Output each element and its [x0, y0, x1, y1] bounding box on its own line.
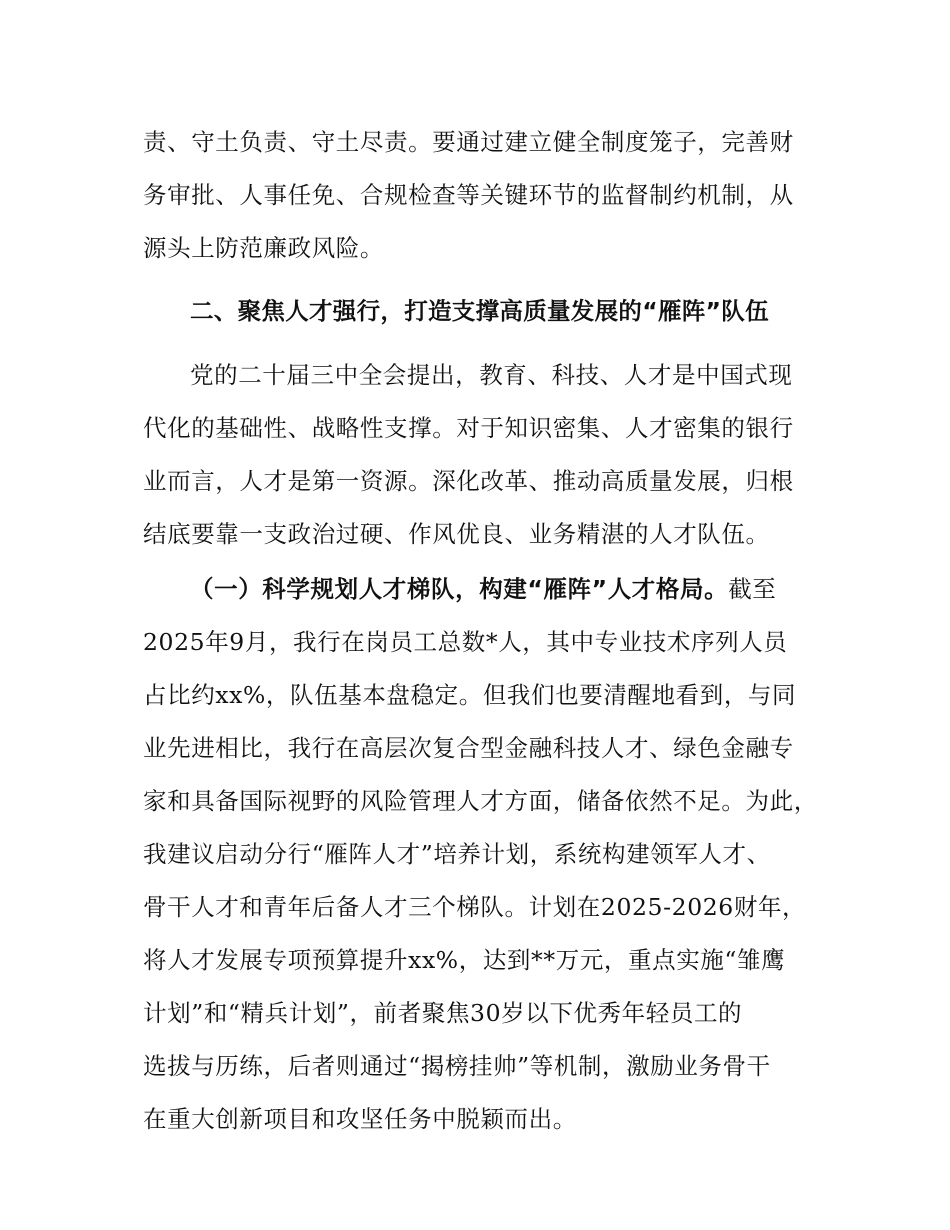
para1-line: 务审批、人事任免、合规检查等关键环节的监督制约机制，从	[143, 181, 794, 209]
para1-line: 源头上防范廉政风险。	[143, 234, 384, 262]
para3-line: 2025年9月，我行在岗员工总数*人，其中专业技术序列人员	[143, 628, 788, 656]
para3-line: 我建议启动分行“雁阵人才”培养计划，系统构建领军人才、	[143, 840, 771, 868]
section-heading: 二、聚焦人才强行，打造支撑高质量发展的“雁阵”队伍	[190, 297, 769, 325]
para3-line: 计划”和“精兵计划”，前者聚焦30岁以下优秀年轻员工的	[143, 999, 743, 1027]
para3-line: 家和具备国际视野的风险管理人才方面，储备依然不足。为此，	[143, 787, 818, 815]
para3-line: 骨干人才和青年后备人才三个梯队。计划在2025-2026财年，	[143, 893, 807, 921]
para3-line: 将人才发展专项预算提升xx%，达到**万元，重点实施“雏鹰	[143, 946, 786, 974]
subheading: （一）科学规划人才梯队，构建“雁阵”人才格局。	[190, 575, 729, 603]
para3-line: 在重大创新项目和攻坚任务中脱颖而出。	[143, 1105, 577, 1133]
para2-line: 业而言，人才是第一资源。深化改革、推动高质量发展，归根	[143, 467, 794, 495]
para3-line: 选拔与历练，后者则通过“揭榜挂帅”等机制，激励业务骨干	[143, 1052, 771, 1080]
para3-line: 占比约xx%，队伍基本盘稳定。但我们也要清醒地看到，与同	[143, 681, 797, 709]
para3-line: 业先进相比，我行在高层次复合型金融科技人才、绿色金融专	[143, 734, 794, 762]
para2-line: 党的二十届三中全会提出，教育、科技、人才是中国式现	[190, 361, 793, 389]
para2-line: 代化的基础性、战略性支撑。对于知识密集、人才密集的银行	[143, 414, 794, 442]
para3-first-line	[190, 573, 776, 605]
para2-line: 结底要靠一支政治过硬、作风优良、业务精湛的人才队伍。	[143, 520, 770, 548]
para1-line: 责、守土负责、守土尽责。要通过建立健全制度笼子，完善财	[143, 128, 794, 156]
para3-first-rest: 截至	[728, 575, 777, 603]
